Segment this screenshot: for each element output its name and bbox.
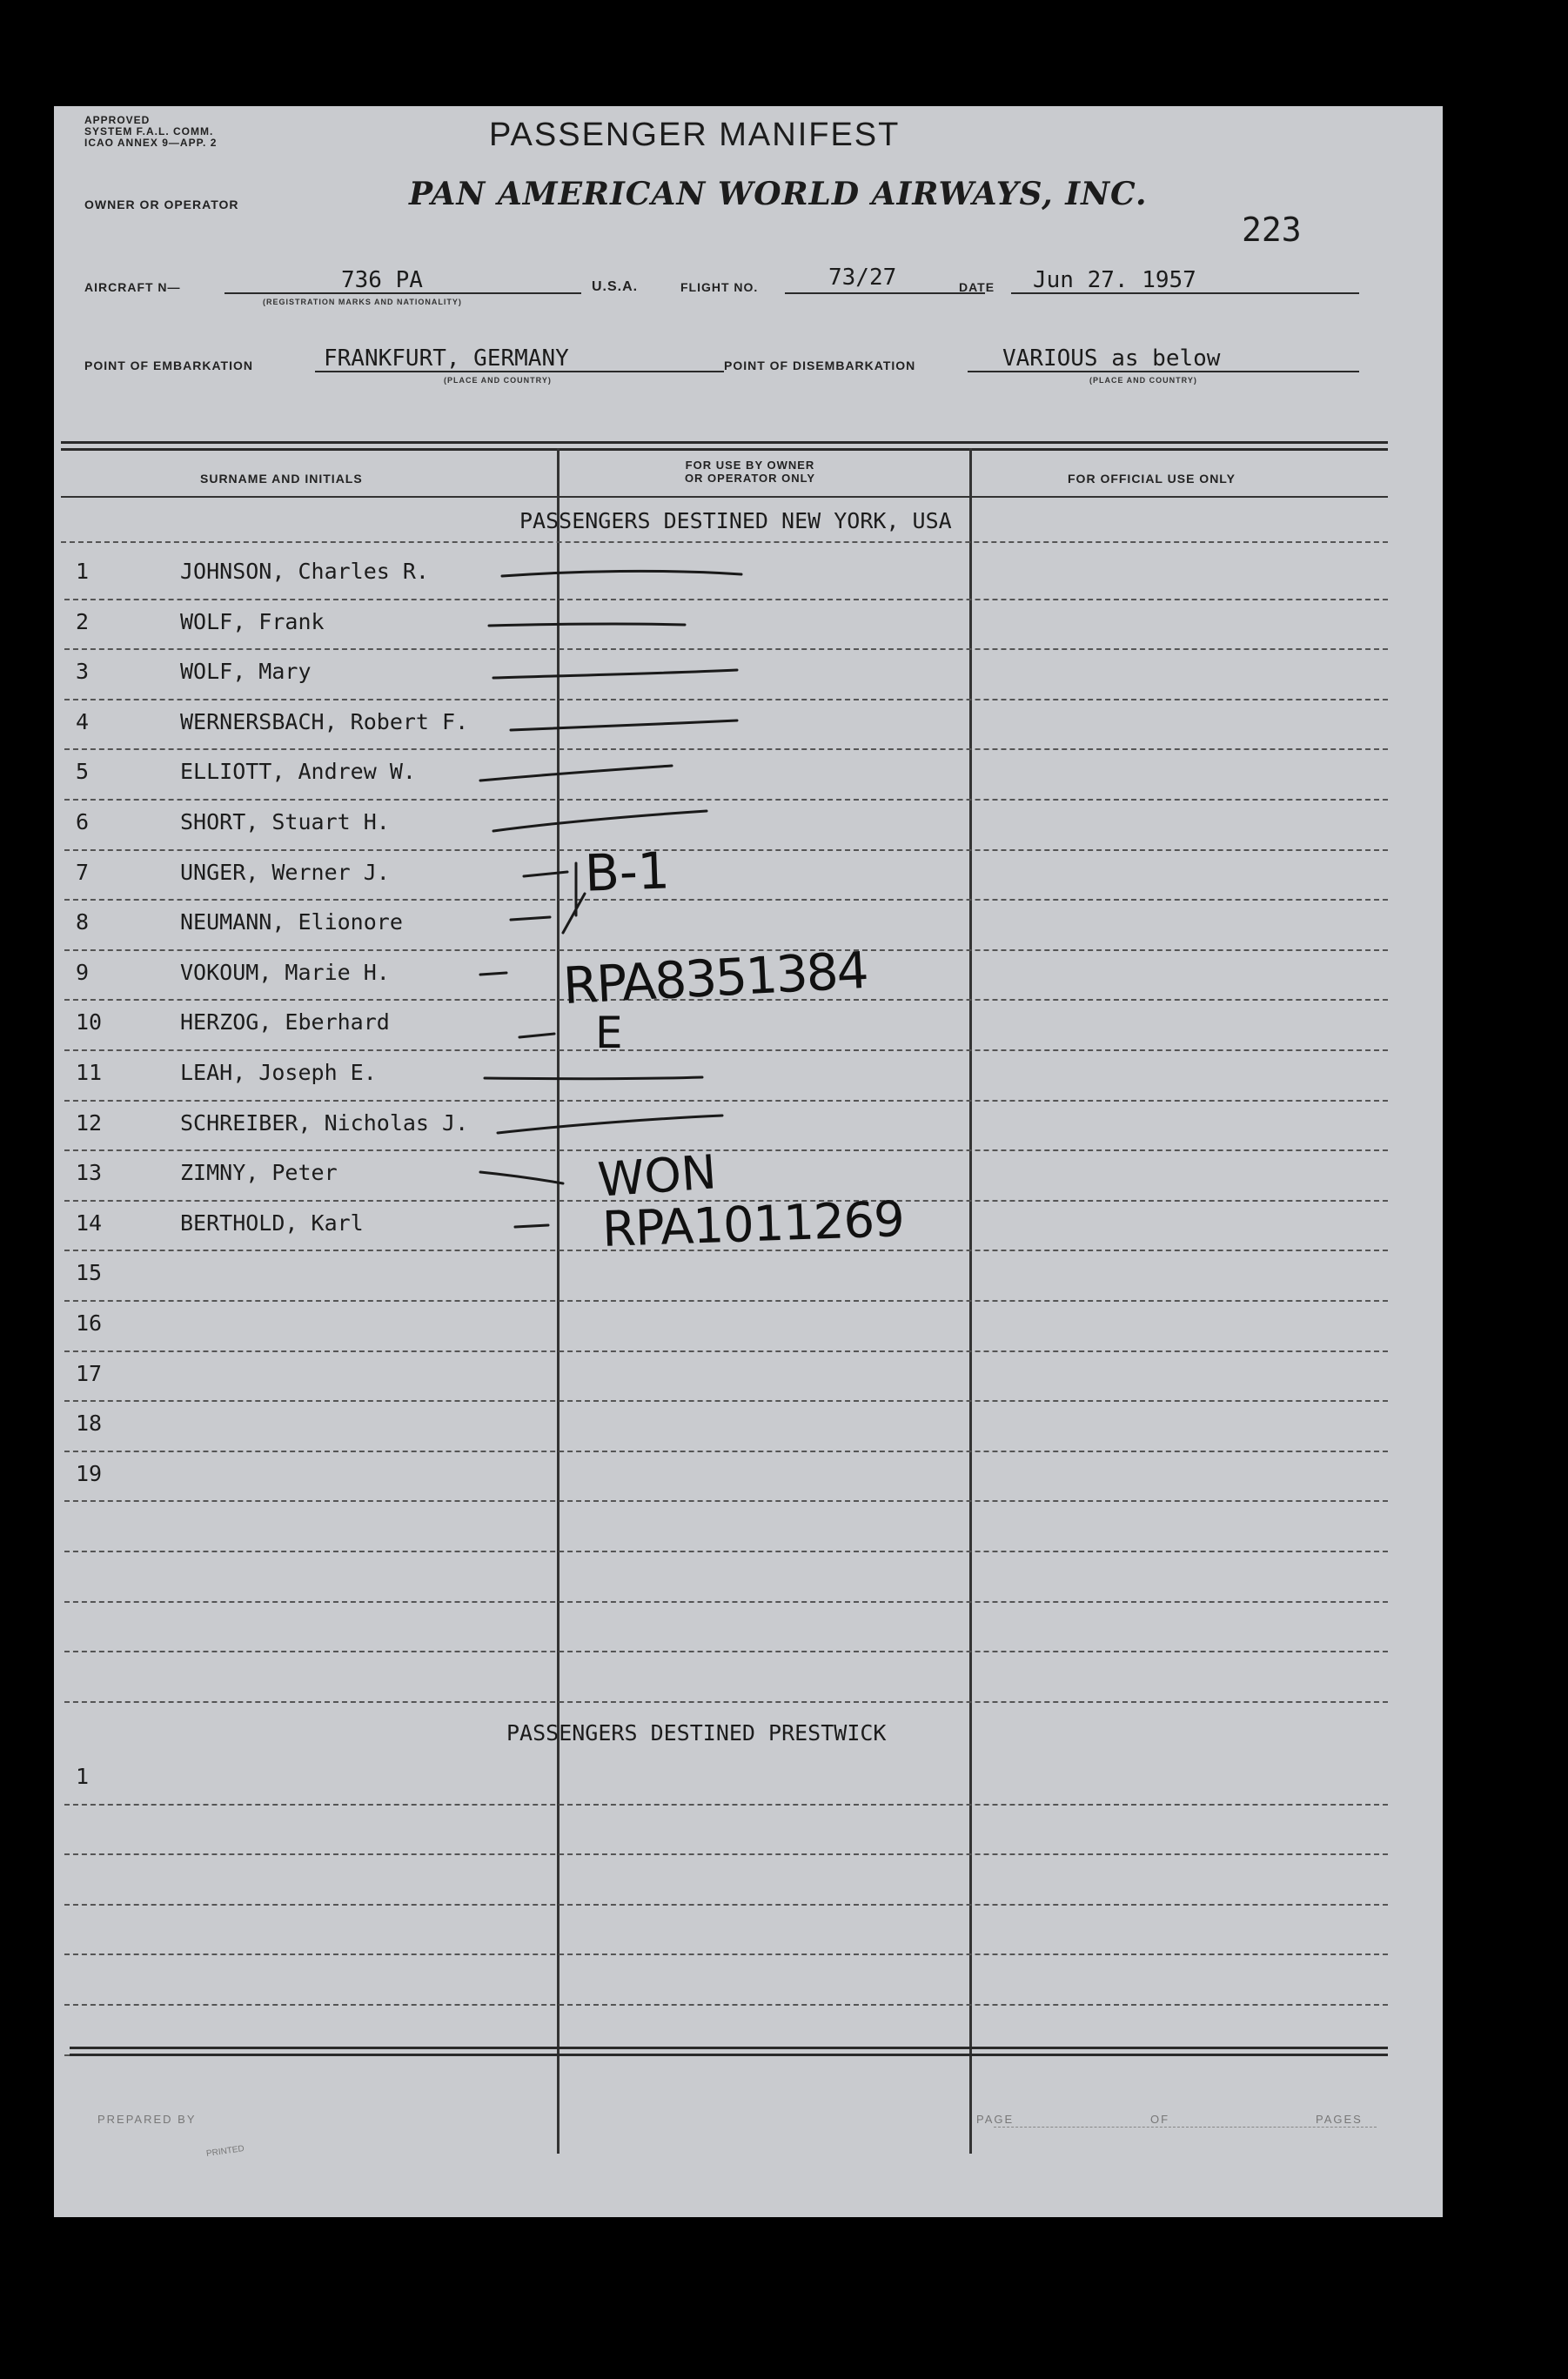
passenger-name: SHORT, Stuart H.: [180, 809, 390, 834]
printed-note: PRINTED: [205, 2143, 245, 2160]
stroke-row-5: [480, 766, 672, 781]
row-number: 3: [76, 659, 90, 685]
prepared-by-label: PREPARED BY: [97, 2113, 197, 2126]
disembark-sublabel: (PLACE AND COUNTRY): [1089, 376, 1197, 385]
page-title: PASSENGER MANIFEST: [489, 117, 901, 153]
disembark-value: VARIOUS as below: [1002, 345, 1221, 372]
manifest-page: [54, 106, 1443, 2217]
row-number: 11: [76, 1060, 103, 1085]
page-number-stamp: 223: [1242, 211, 1302, 249]
page-label: PAGE: [976, 2113, 1015, 2126]
owner-label: OWNER OR OPERATOR: [84, 198, 239, 211]
flight-value: 73/27: [828, 265, 897, 291]
pen-strokes: [54, 106, 1443, 2217]
stroke-row-13: [480, 1172, 563, 1183]
section-title-prestwick: PASSENGERS DESTINED PRESTWICK: [506, 1720, 887, 1746]
stroke-row-1: [502, 571, 741, 576]
passenger-name: JOHNSON, Charles R.: [180, 559, 429, 584]
flight-label: FLIGHT NO.: [680, 280, 759, 294]
aircraft-value: 736 PA: [341, 267, 423, 293]
stroke-check-8: [563, 894, 585, 933]
stroke-row-6: [493, 811, 707, 831]
annotation-e: E: [595, 1008, 623, 1058]
stroke-row-4: [511, 720, 737, 730]
row-number: 7: [76, 859, 90, 885]
col-owner-header-line1: FOR USE BY OWNER: [685, 459, 815, 472]
passenger-name: SCHREIBER, Nicholas J.: [180, 1109, 469, 1136]
pages-label: PAGES: [1316, 2113, 1363, 2126]
row-number: 19: [76, 1460, 103, 1486]
row-number: 1: [76, 1764, 90, 1789]
stroke-row-11: [485, 1077, 702, 1079]
row-number: 6: [76, 809, 90, 834]
stroke-row-7: [524, 872, 567, 876]
passenger-name: HERZOG, Eberhard: [180, 1009, 390, 1035]
row-number: 15: [76, 1260, 103, 1286]
embark-value: FRANKFURT, GERMANY: [324, 345, 569, 372]
stroke-row-14: [515, 1225, 548, 1227]
row-number: 14: [76, 1210, 103, 1236]
operator-name: PAN AMERICAN WORLD AIRWAYS, INC.: [409, 176, 1148, 212]
approval-line-2: SYSTEM F.A.L. COMM.: [84, 125, 214, 137]
row-number: 13: [76, 1160, 103, 1186]
passenger-name: UNGER, Werner J.: [180, 859, 390, 885]
usa-label: U.S.A.: [592, 279, 639, 294]
stroke-row-3: [493, 670, 737, 678]
row-number: 9: [76, 959, 90, 985]
embark-label: POINT OF EMBARKATION: [84, 359, 253, 372]
passenger-name: ZIMNY, Peter: [180, 1160, 338, 1186]
passenger-name: VOKOUM, Marie H.: [180, 959, 390, 985]
row-number: 10: [76, 1009, 103, 1035]
col-surname-header: SURNAME AND INITIALS: [200, 472, 363, 486]
approval-line-1: APPROVED: [84, 114, 151, 126]
approval-line-3: ICAO ANNEX 9—APP. 2: [84, 137, 218, 149]
date-value: Jun 27. 1957: [1033, 267, 1196, 293]
aircraft-label: AIRCRAFT N—: [84, 280, 181, 294]
row-number: 17: [76, 1360, 103, 1386]
date-label: DATE: [959, 280, 995, 294]
section-title-new-york: PASSENGERS DESTINED NEW YORK, USA: [519, 508, 952, 533]
col-owner-header-line2: OR OPERATOR ONLY: [684, 472, 816, 485]
annotation-b1: B-1: [583, 841, 671, 903]
stroke-row-9: [480, 973, 506, 975]
row-number: 12: [76, 1109, 103, 1136]
row-number: 2: [76, 608, 90, 634]
passenger-name: BERTHOLD, Karl: [180, 1210, 364, 1236]
row-number: 4: [76, 708, 90, 734]
passenger-name: WOLF, Frank: [180, 608, 325, 634]
stroke-row-10: [519, 1034, 554, 1037]
row-number: 16: [76, 1310, 103, 1336]
passenger-name: WERNERSBACH, Robert F.: [180, 708, 469, 734]
aircraft-sublabel: (REGISTRATION MARKS AND NATIONALITY): [263, 298, 462, 306]
passenger-name: ELLIOTT, Andrew W.: [180, 759, 416, 785]
row-number: 18: [76, 1411, 103, 1437]
passenger-name: LEAH, Joseph E.: [180, 1060, 377, 1085]
col-official-header: FOR OFFICIAL USE ONLY: [1068, 472, 1236, 486]
disembark-label: POINT OF DISEMBARKATION: [724, 359, 916, 372]
embark-sublabel: (PLACE AND COUNTRY): [444, 376, 552, 385]
passenger-name: WOLF, Mary: [180, 659, 312, 685]
row-number: 8: [76, 909, 90, 935]
stroke-row-12: [498, 1116, 722, 1133]
of-label: OF: [1150, 2113, 1170, 2126]
annotation-rpa-1: RPA8351384: [561, 940, 869, 1016]
passenger-name: NEUMANN, Elionore: [180, 909, 403, 935]
row-number: 5: [76, 759, 90, 785]
annotation-rpa-2: RPA1011269: [600, 1190, 905, 1259]
row-number: 1: [76, 559, 90, 584]
stroke-row-8: [511, 917, 550, 920]
annotation-won: WON: [595, 1144, 719, 1208]
stroke-row-2: [489, 624, 685, 626]
